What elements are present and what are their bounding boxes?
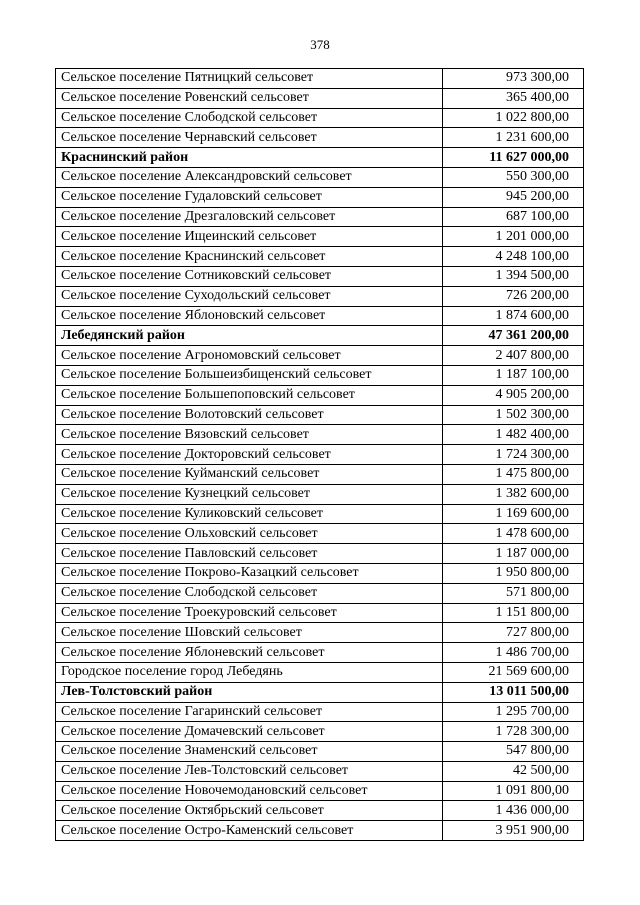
settlement-name: Сельское поселение Троекуровский сельсовет xyxy=(56,603,443,623)
district-row xyxy=(56,682,584,702)
settlement-name: Сельское поселение Александровский сельсовет xyxy=(56,167,443,187)
settlement-name: Сельское поселение Остро-Каменский сельсовет xyxy=(56,821,443,841)
settlement-amount: 726 200,00 xyxy=(443,286,584,306)
settlement-name: Сельское поселение Яблоневский сельсовет xyxy=(56,643,443,663)
settlement-amount: 1 231 600,00 xyxy=(443,128,584,148)
table-row xyxy=(56,167,584,187)
table-body xyxy=(56,69,584,841)
settlement-name: Сельское поселение Чернавский сельсовет xyxy=(56,128,443,148)
page-number: 378 xyxy=(310,37,330,52)
table-row xyxy=(56,445,584,465)
district-row xyxy=(56,326,584,346)
settlement-name: Сельское поселение Куйманский сельсовет xyxy=(56,464,443,484)
table-row xyxy=(56,207,584,227)
table-row xyxy=(56,365,584,385)
table-row xyxy=(56,524,584,544)
settlement-amount: 1 169 600,00 xyxy=(443,504,584,524)
table-row xyxy=(56,781,584,801)
settlement-amount: 1 187 000,00 xyxy=(443,544,584,564)
settlement-name: Сельское поселение Ищеинский сельсовет xyxy=(56,227,443,247)
settlement-name: Сельское поселение Волотовский сельсовет xyxy=(56,405,443,425)
table-row xyxy=(56,643,584,663)
settlement-amount: 1 874 600,00 xyxy=(443,306,584,326)
settlement-name: Сельское поселение Гудаловский сельсовет xyxy=(56,187,443,207)
settlement-amount: 1 091 800,00 xyxy=(443,781,584,801)
table-row xyxy=(56,722,584,742)
district-row xyxy=(56,148,584,168)
table-row xyxy=(56,583,584,603)
settlement-amount: 1 724 300,00 xyxy=(443,445,584,465)
settlement-amount: 1 382 600,00 xyxy=(443,484,584,504)
settlement-amount: 1 022 800,00 xyxy=(443,108,584,128)
settlement-name: Сельское поселение Кузнецкий сельсовет xyxy=(56,484,443,504)
settlement-amount: 973 300,00 xyxy=(443,69,584,89)
settlement-amount: 3 951 900,00 xyxy=(443,821,584,841)
settlement-amount: 945 200,00 xyxy=(443,187,584,207)
table-row xyxy=(56,266,584,286)
settlement-name: Сельское поселение Ольховский сельсовет xyxy=(56,524,443,544)
settlement-amount: 1 394 500,00 xyxy=(443,266,584,286)
settlement-name: Сельское поселение Яблоновский сельсовет xyxy=(56,306,443,326)
table-row xyxy=(56,742,584,762)
table-row xyxy=(56,702,584,722)
settlement-name: Сельское поселение Краснинский сельсовет xyxy=(56,247,443,267)
table-row xyxy=(56,821,584,841)
table-row xyxy=(56,247,584,267)
table-row xyxy=(56,761,584,781)
allocation-table xyxy=(55,68,584,841)
settlement-name: Сельское поселение Слободской сельсовет xyxy=(56,583,443,603)
settlement-name: Сельское поселение Большеизбищенский сельсовет xyxy=(56,365,443,385)
settlement-amount: 1 295 700,00 xyxy=(443,702,584,722)
district-name: Краснинский район xyxy=(56,148,443,168)
settlement-name: Сельское поселение Сотниковский сельсовет xyxy=(56,266,443,286)
table-row xyxy=(56,286,584,306)
settlement-amount: 365 400,00 xyxy=(443,88,584,108)
table-row xyxy=(56,662,584,682)
settlement-amount: 547 800,00 xyxy=(443,742,584,762)
settlement-amount: 1 728 300,00 xyxy=(443,722,584,742)
settlement-amount: 1 482 400,00 xyxy=(443,425,584,445)
settlement-name: Сельское поселение Знаменский сельсовет xyxy=(56,742,443,762)
table-row xyxy=(56,603,584,623)
table-row xyxy=(56,544,584,564)
settlement-amount: 1 478 600,00 xyxy=(443,524,584,544)
settlement-name: Сельское поселение Шовский сельсовет xyxy=(56,623,443,643)
settlement-name: Сельское поселение Агрономовский сельсовет xyxy=(56,346,443,366)
settlement-name: Сельское поселение Павловский сельсовет xyxy=(56,544,443,564)
settlement-amount: 1 950 800,00 xyxy=(443,563,584,583)
settlement-amount: 687 100,00 xyxy=(443,207,584,227)
settlement-amount: 1 502 300,00 xyxy=(443,405,584,425)
table-row xyxy=(56,346,584,366)
table-row xyxy=(56,801,584,821)
district-total: 13 011 500,00 xyxy=(443,682,584,702)
settlement-amount: 1 436 000,00 xyxy=(443,801,584,821)
table-row xyxy=(56,306,584,326)
settlement-amount: 1 201 000,00 xyxy=(443,227,584,247)
settlement-amount: 571 800,00 xyxy=(443,583,584,603)
settlement-amount: 2 407 800,00 xyxy=(443,346,584,366)
settlement-amount: 21 569 600,00 xyxy=(443,662,584,682)
table-row xyxy=(56,88,584,108)
settlement-amount: 1 151 800,00 xyxy=(443,603,584,623)
table-row xyxy=(56,464,584,484)
table-row xyxy=(56,563,584,583)
settlement-name: Сельское поселение Новочемодановский сельсовет xyxy=(56,781,443,801)
settlement-name: Сельское поселение Докторовский сельсовет xyxy=(56,445,443,465)
settlement-amount: 42 500,00 xyxy=(443,761,584,781)
settlement-name: Сельское поселение Пятницкий сельсовет xyxy=(56,69,443,89)
settlement-amount: 1 486 700,00 xyxy=(443,643,584,663)
settlement-name: Сельское поселение Октябрьский сельсовет xyxy=(56,801,443,821)
settlement-name: Сельское поселение Домачевский сельсовет xyxy=(56,722,443,742)
table-row xyxy=(56,187,584,207)
table-row xyxy=(56,504,584,524)
settlement-name: Сельское поселение Гагаринский сельсовет xyxy=(56,702,443,722)
settlement-name: Сельское поселение Куликовский сельсовет xyxy=(56,504,443,524)
table-row xyxy=(56,405,584,425)
table-row xyxy=(56,108,584,128)
table-row xyxy=(56,484,584,504)
table-row xyxy=(56,227,584,247)
settlement-amount: 1 187 100,00 xyxy=(443,365,584,385)
district-total: 47 361 200,00 xyxy=(443,326,584,346)
settlement-amount: 1 475 800,00 xyxy=(443,464,584,484)
table-row xyxy=(56,623,584,643)
table-row xyxy=(56,385,584,405)
settlement-name: Сельское поселение Ровенский сельсовет xyxy=(56,88,443,108)
district-name: Лев-Толстовский район xyxy=(56,682,443,702)
district-name: Лебедянский район xyxy=(56,326,443,346)
settlement-name: Сельское поселение Слободской сельсовет xyxy=(56,108,443,128)
settlement-name: Сельское поселение Лев-Толстовский сельсовет xyxy=(56,761,443,781)
table-row xyxy=(56,425,584,445)
settlement-amount: 4 248 100,00 xyxy=(443,247,584,267)
table-row xyxy=(56,128,584,148)
settlement-amount: 4 905 200,00 xyxy=(443,385,584,405)
settlement-name: Городское поселение город Лебедянь xyxy=(56,662,443,682)
settlement-name: Сельское поселение Вязовский сельсовет xyxy=(56,425,443,445)
settlement-amount: 550 300,00 xyxy=(443,167,584,187)
settlement-name: Сельское поселение Суходольский сельсовет xyxy=(56,286,443,306)
district-total: 11 627 000,00 xyxy=(443,148,584,168)
table-row xyxy=(56,69,584,89)
settlement-name: Сельское поселение Дрезгаловский сельсовет xyxy=(56,207,443,227)
settlement-name: Сельское поселение Покрово-Казацкий сельсовет xyxy=(56,563,443,583)
settlement-name: Сельское поселение Большепоповский сельсовет xyxy=(56,385,443,405)
settlement-amount: 727 800,00 xyxy=(443,623,584,643)
